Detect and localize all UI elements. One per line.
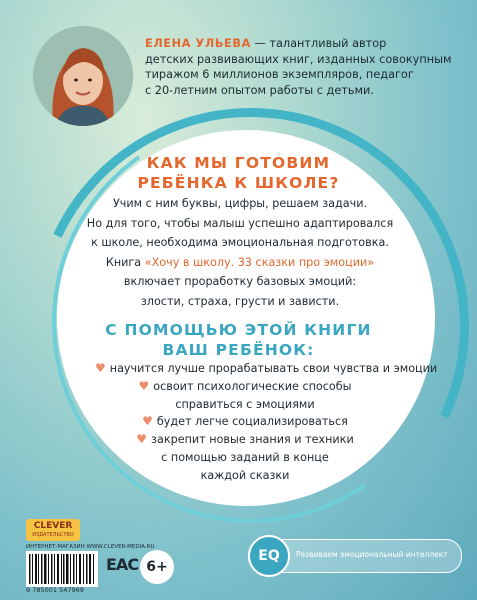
book-title: «Хочу в школу. 33 сказки про эмоции» — [144, 255, 375, 269]
description-line: к школе, необходима эмоциональная подготовка. — [91, 236, 389, 249]
heart-icon: ♥ — [95, 361, 106, 375]
list-item-continuation: каждой сказки — [200, 468, 290, 482]
author-bio-line: тиражом 6 миллионов экземпляров, педагог — [145, 68, 414, 81]
description-line: Учим с ним буквы, цифры, решаем задачи. — [112, 197, 368, 210]
description-line: Но для того, чтобы малыш успешно адаптировался — [86, 216, 394, 230]
author-bio-line: — талантливый автор — [250, 37, 387, 50]
publisher-name: CLEVER — [33, 521, 73, 531]
description-text — [80, 194, 400, 311]
list-item-continuation: справиться с эмоциями — [175, 397, 315, 411]
list-item-continuation: с помощью заданий в конце — [161, 450, 329, 464]
list-item-text: научится лучше прорабатывать свои чувства и эмоции — [109, 362, 438, 375]
question-heading-line: КАК МЫ ГОТОВИМ — [146, 154, 331, 172]
list-item-text: закрепит новые знания и техники — [151, 433, 354, 447]
shop-url: ИНТЕРНЕТ-МАГАЗИН WWW.CLEVER-MEDIA.RU — [26, 544, 155, 550]
publisher-logo — [26, 519, 80, 541]
question-heading-line: РЕБЁНКА К ШКОЛЕ? — [137, 174, 340, 192]
description-line: включает проработку базовых эмоций: — [123, 275, 357, 288]
publisher-subtitle: ИЗДАТЕЛЬСТВО — [32, 532, 74, 538]
description-line: Книга — [105, 255, 145, 269]
author-bio — [145, 36, 455, 98]
benefits-heading — [0, 320, 477, 360]
list-item-text: освоит психологические способы — [153, 379, 352, 393]
heart-icon: ♥ — [142, 414, 153, 429]
age-rating-badge: 6+ — [140, 550, 174, 584]
heart-icon: ♥ — [138, 378, 150, 393]
author-name: ЕЛЕНА УЛЬЕВА — [145, 37, 251, 50]
list-item-text: будет легче социализироваться — [156, 415, 348, 429]
description-line: злости, страха, грусти и зависти. — [140, 294, 340, 308]
eac-mark: ЕАС — [106, 555, 139, 574]
benefits-heading-line: ВАШ РЕБЁНОК: — [162, 341, 315, 359]
eq-badge: EQ — [248, 535, 290, 577]
list-item — [95, 413, 395, 431]
benefits-list — [95, 360, 438, 485]
list-item — [95, 431, 395, 449]
list-item — [95, 360, 438, 378]
question-heading — [0, 153, 477, 193]
eq-banner-text: Развиваем эмоциональный интеллект — [296, 550, 448, 559]
author-bio-line: детских развивающих книг, изданных совокупным — [145, 52, 452, 66]
isbn-number: 9 785001 547969 — [26, 586, 84, 594]
benefits-heading-line: С ПОМОЩЬЮ ЭТОЙ КНИГИ — [105, 321, 372, 339]
heart-icon: ♥ — [136, 432, 148, 447]
barcode-icon — [26, 551, 98, 587]
author-bio-line: с 20-летним опытом работы с детьми. — [145, 83, 374, 97]
author-photo — [33, 26, 133, 126]
list-item — [95, 378, 395, 396]
